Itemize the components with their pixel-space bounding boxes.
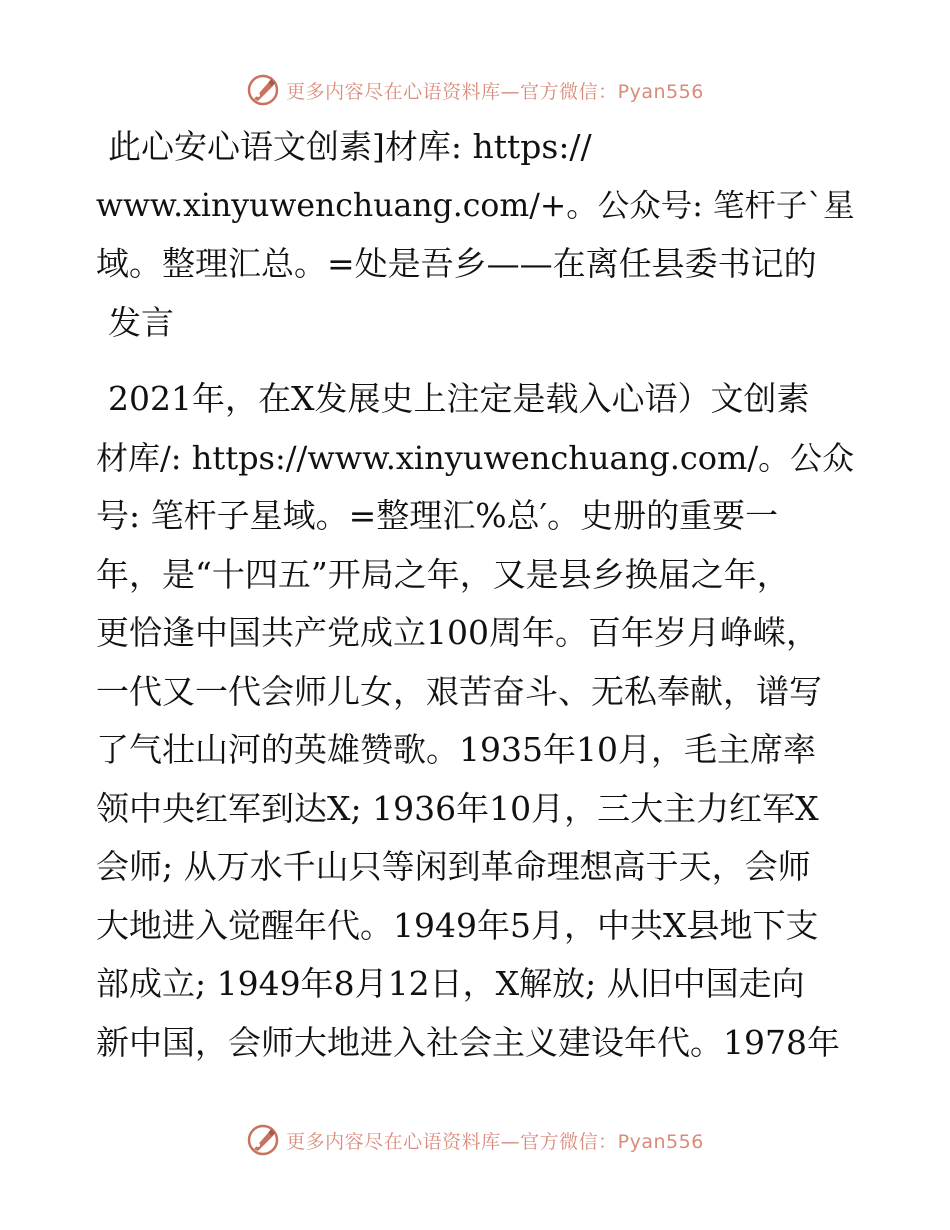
body-line-10: 大地进入觉醒年代。1949年5月，中共X县地下支 xyxy=(96,905,819,945)
body-line-7: 了气壮山河的英雄赞歌。1935年10月，毛主席率 xyxy=(96,730,816,769)
body-line-4: 年，是“十四五”开局之年，又是县乡换届之年， xyxy=(96,554,790,594)
title-line-3: 域。整理汇总。=处是吾乡——在离任县委书记的 xyxy=(96,244,817,283)
footer-banner xyxy=(0,1120,950,1160)
header-banner-text: 更多内容尽在心语资料库—官方微信：Pyan556 xyxy=(286,80,704,103)
body-line-9: 会师; 从万水千山只等闲到革命理想高于天，会师 xyxy=(96,847,811,886)
title-line-1: 此心安心语文创素]材库: https:// xyxy=(108,127,592,166)
pen-logo-icon xyxy=(246,1123,280,1157)
pen-logo-icon xyxy=(246,73,280,107)
title-line-4: 发言 xyxy=(108,302,174,342)
body-line-12: 新中国，会师大地进入社会主义建设年代。1978年 xyxy=(96,1022,840,1062)
body-line-2: 材库/: https://www.xinyuwenchuang.com/。公众 xyxy=(96,438,855,477)
title-line-2: www.xinyuwenchuang.com/+。公众号: 笔杆子`星 xyxy=(96,187,855,224)
body-line-6: 一代又一代会师儿女，艰苦奋斗、无私奉献，谱写 xyxy=(96,671,822,711)
header-banner xyxy=(0,70,950,110)
body-line-1: 2021年，在X发展史上注定是载入心语）文创素 xyxy=(108,379,810,418)
document-body xyxy=(96,118,856,1072)
body-line-3: 号: 笔杆子星域。=整理汇%总′。史册的重要一 xyxy=(96,496,779,535)
body-line-11: 部成立; 1949年8月12日，X解放; 从旧中国走向 xyxy=(96,964,805,1003)
footer-banner-text: 更多内容尽在心语资料库—官方微信：Pyan556 xyxy=(286,1130,704,1153)
body-line-8: 领中央红军到达X; 1936年10月，三大主力红军X xyxy=(96,788,819,828)
body-line-5: 更恰逢中国共产党成立100周年。百年岁月峥嵘， xyxy=(96,613,819,652)
